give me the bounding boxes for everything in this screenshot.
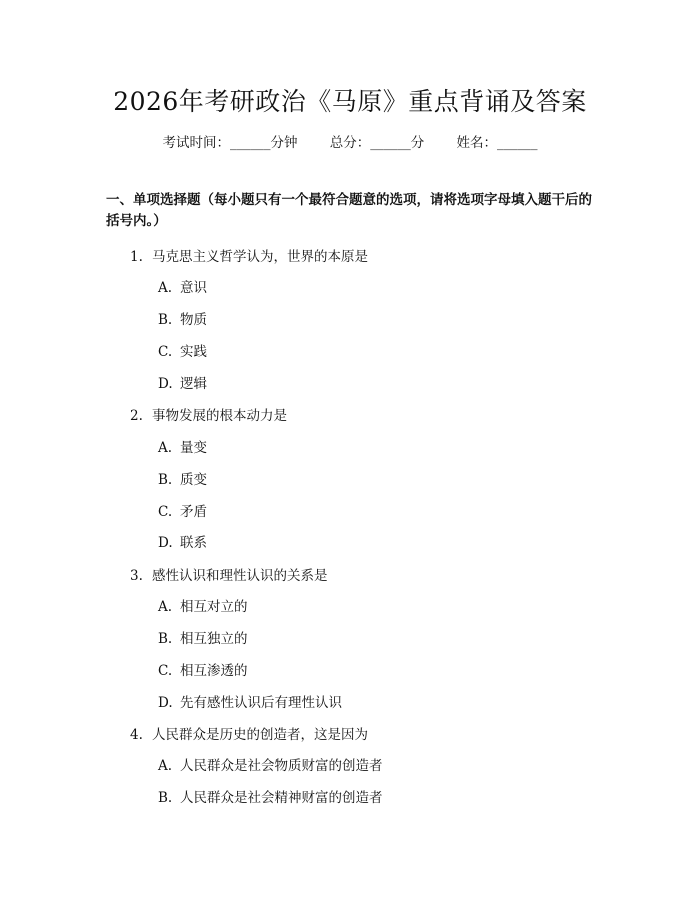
question-number: 2. [130,408,143,424]
option-text: 意识 [180,280,207,296]
option-item [158,340,207,360]
option-text: 逻辑 [180,376,207,392]
option-text: 人民群众是社会物质财富的创造者 [180,758,383,774]
section-heading: 一、单项选择题（每小题只有一个最符合题意的选项，请将选项字母填入题干后的括号内。） [106,192,592,229]
question-1 [130,245,368,265]
option-text: 先有感性认识后有理性认识 [180,695,342,711]
exam-score-label: 总分：______分 [329,135,425,151]
question-2 [130,404,287,424]
option-text: 相互对立的 [180,599,248,615]
option-item [158,754,383,774]
option-letter: B. [158,790,173,806]
option-text: 物质 [180,312,207,328]
option-item [158,531,207,551]
option-text: 实践 [180,344,207,360]
option-letter: B. [158,312,173,328]
question-3 [130,564,328,584]
option-letter: A. [158,440,173,456]
option-item [158,436,207,456]
option-item [158,595,248,615]
question-number: 4. [130,727,143,743]
exam-name-label: 姓名：______ [456,135,538,151]
option-letter: C. [158,663,173,679]
exam-time-label: 考试时间：______分钟 [162,135,298,151]
option-text: 联系 [180,535,207,551]
option-text: 矛盾 [180,504,207,520]
question-text: 感性认识和理性认识的关系是 [152,568,328,584]
option-letter: B. [158,631,173,647]
option-item [158,308,207,328]
option-letter: D. [158,376,173,392]
option-letter: A. [158,599,173,615]
question-number: 3. [130,568,143,584]
option-item [158,276,207,296]
option-letter: D. [158,695,173,711]
option-item [158,468,207,488]
option-item [158,691,342,711]
option-text: 质变 [180,472,207,488]
option-item [158,659,248,679]
exam-meta [0,131,700,151]
option-item [158,786,383,806]
question-text: 事物发展的根本动力是 [152,408,287,424]
document-title: 2026年考研政治《马原》重点背诵及答案 [113,87,587,116]
option-letter: D. [158,535,173,551]
option-letter: B. [158,472,173,488]
option-item [158,500,207,520]
option-letter: C. [158,344,173,360]
option-text: 量变 [180,440,207,456]
option-item [158,372,207,392]
option-text: 相互渗透的 [180,663,248,679]
question-number: 1. [130,249,143,265]
question-text: 人民群众是历史的创造者，这是因为 [152,727,368,743]
option-letter: C. [158,504,173,520]
option-letter: A. [158,280,173,296]
option-letter: A. [158,758,173,774]
option-text: 相互独立的 [180,631,248,647]
option-text: 人民群众是社会精神财富的创造者 [180,790,383,806]
option-item [158,627,248,647]
question-4 [130,723,368,743]
question-text: 马克思主义哲学认为，世界的本原是 [152,249,368,265]
